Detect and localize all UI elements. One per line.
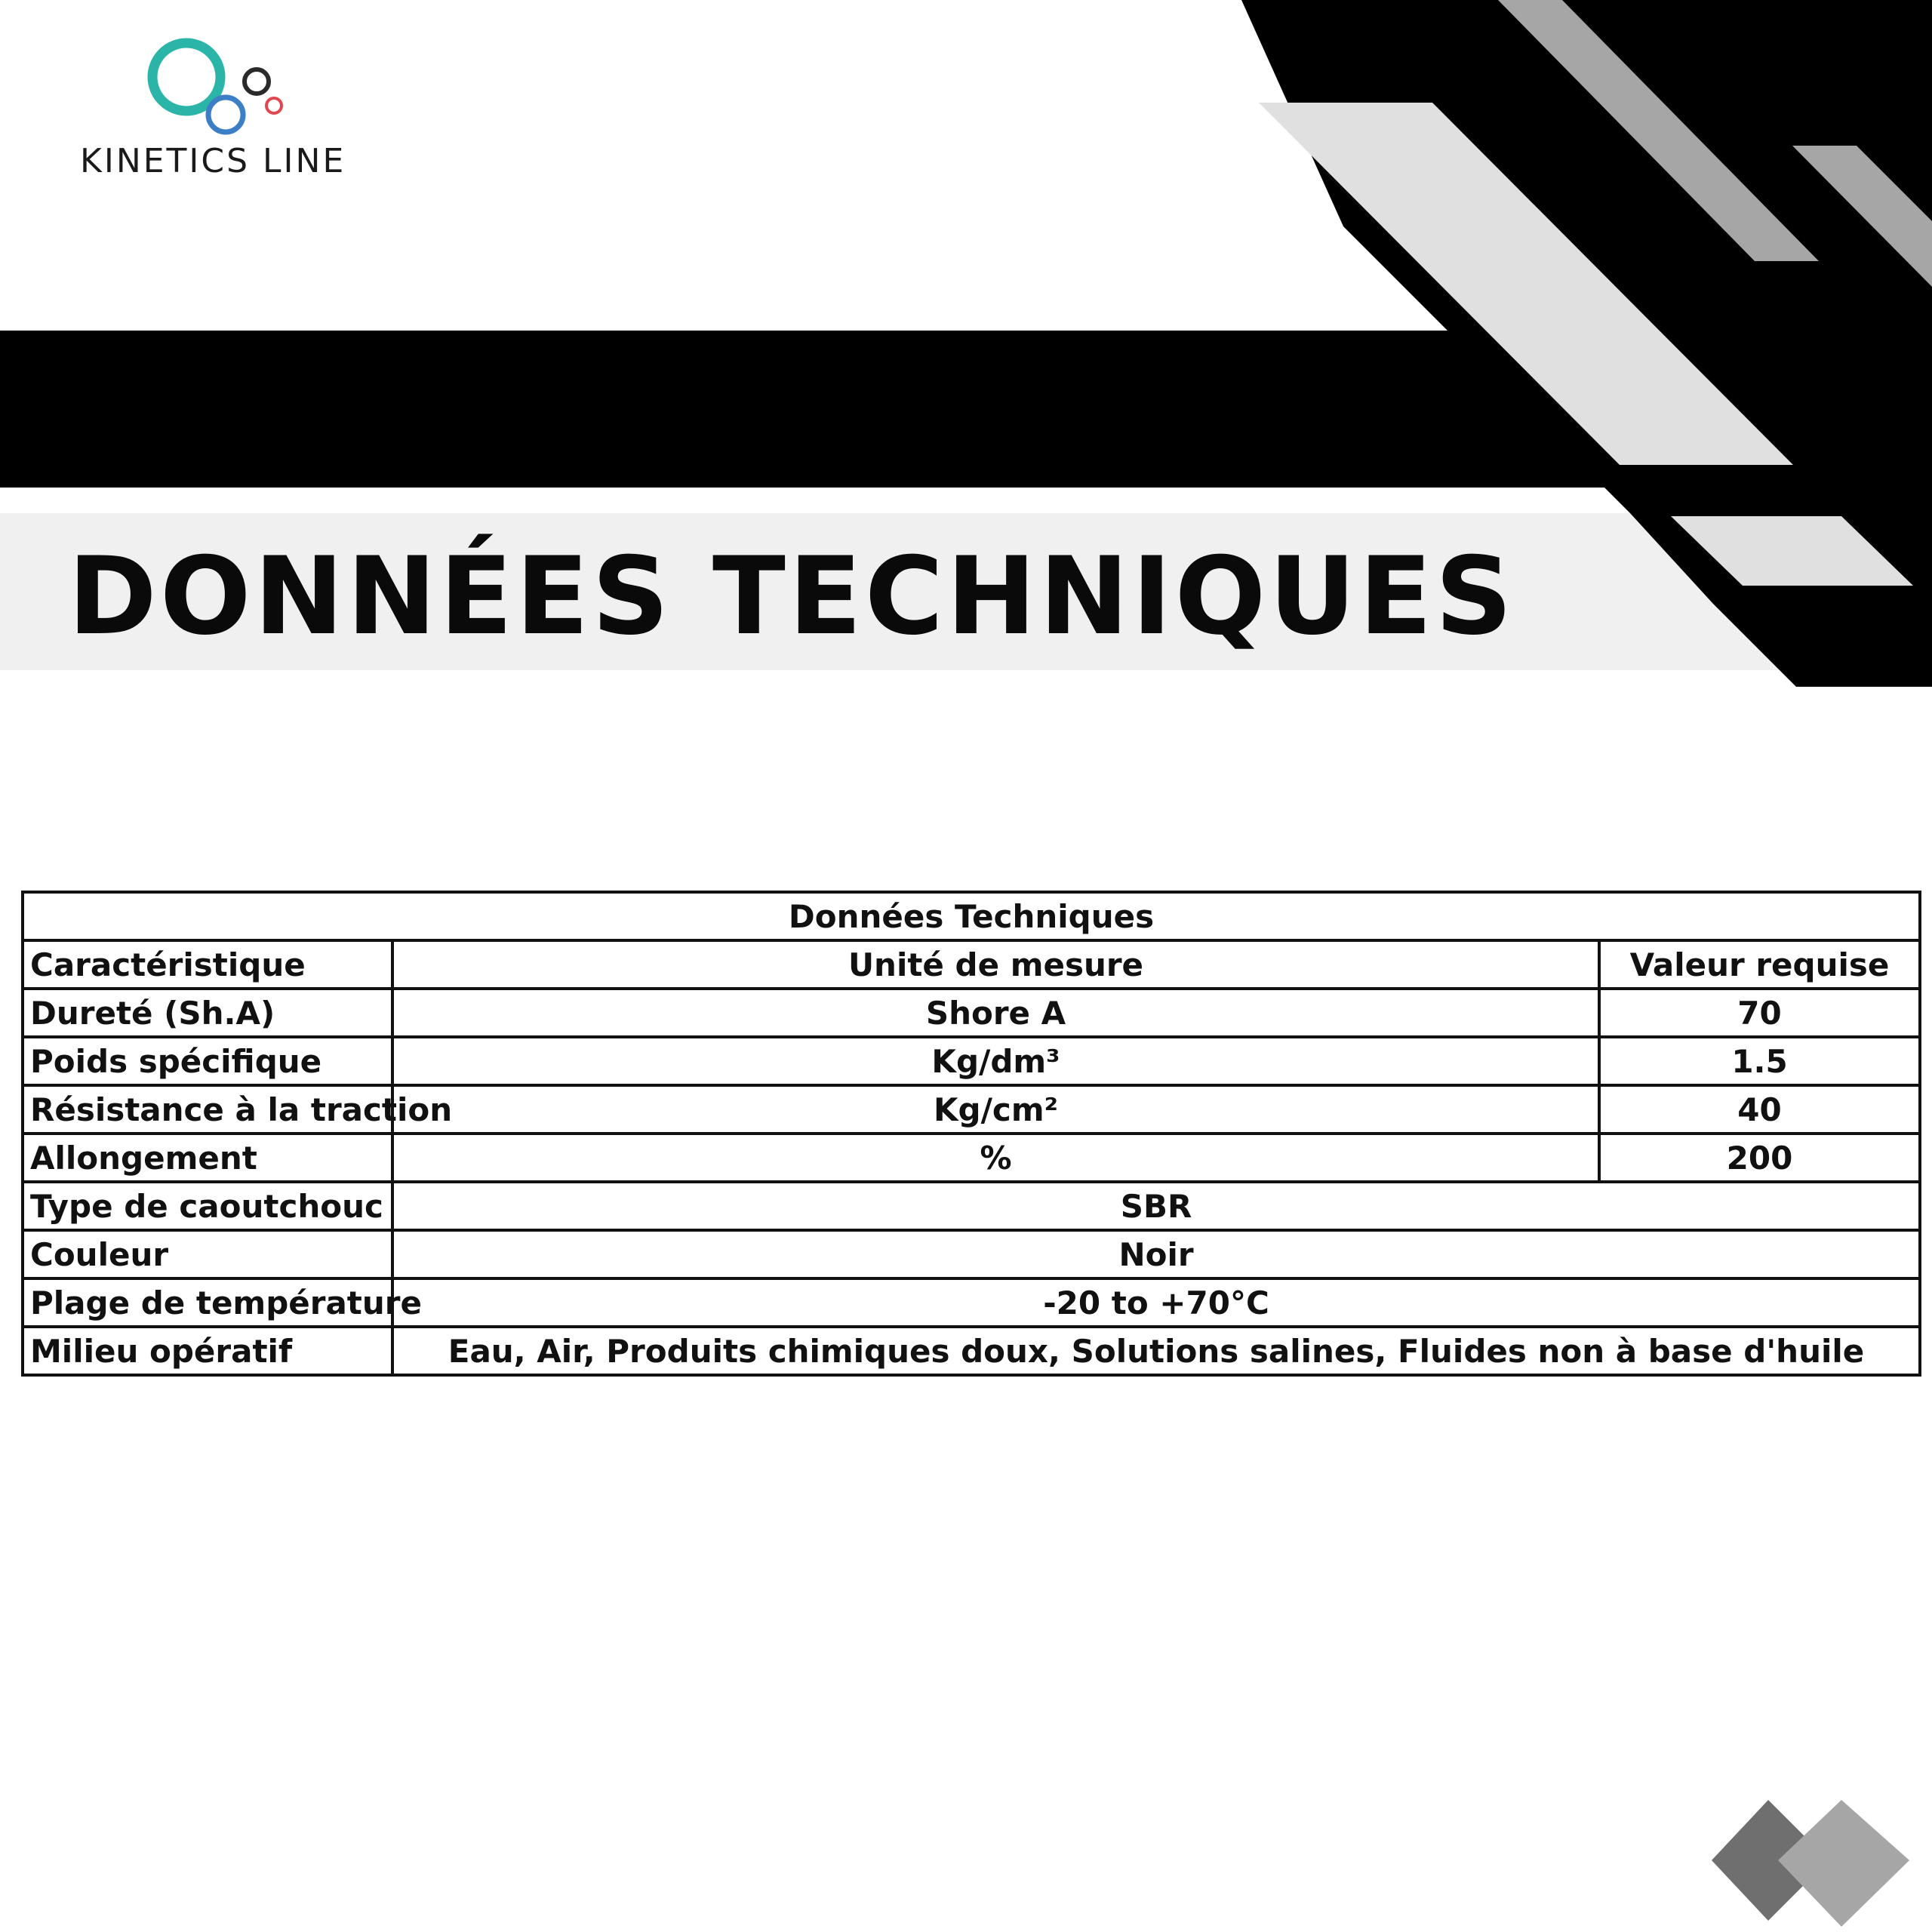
table-row [23,1085,1920,1134]
row-label: Allongement [23,1134,392,1182]
brand-name: KINETICS LINE [80,142,346,180]
header-value: Valeur requise [1599,940,1920,989]
row-merged-value: -20 to +70°C [392,1278,1920,1327]
table-caption-row [23,892,1920,940]
row-unit: % [392,1134,1599,1182]
table-row [23,989,1920,1037]
gray-diamond-icon [1778,1800,1909,1927]
header-unit: Unité de mesure [392,940,1599,989]
row-value: 1.5 [1599,1037,1920,1085]
row-value: 200 [1599,1134,1920,1182]
technical-data-table [21,891,1921,1377]
black-banner [0,331,1660,488]
brand-logo [75,30,377,189]
table-row [23,1134,1920,1182]
row-label: Couleur [23,1230,392,1278]
row-unit: Shore A [392,989,1599,1037]
table-row-merged [23,1230,1920,1278]
page-title: DONNÉES TECHNIQUES [68,534,1515,659]
table-row-merged [23,1182,1920,1230]
row-unit: Kg/dm³ [392,1037,1599,1085]
circles-logo-icon [143,30,385,143]
row-merged-value: Eau, Air, Produits chimiques doux, Solutions salines, Fluides non à base d'huile [392,1327,1920,1375]
row-merged-value: SBR [392,1182,1920,1230]
row-unit: Kg/cm² [392,1085,1599,1134]
table-row [23,1037,1920,1085]
row-value: 70 [1599,989,1920,1037]
row-label: Résistance à la traction [23,1085,392,1134]
row-label: Dureté (Sh.A) [23,989,392,1037]
header-characteristic: Caractéristique [23,940,392,989]
row-label: Milieu opératif [23,1327,392,1375]
table-row-merged [23,1278,1920,1327]
table-caption: Données Techniques [23,892,1920,940]
row-label: Plage de température [23,1278,392,1327]
row-value: 40 [1599,1085,1920,1134]
table-row-merged [23,1327,1920,1375]
row-merged-value: Noir [392,1230,1920,1278]
table-header-row [23,940,1920,989]
row-label: Type de caoutchouc [23,1182,392,1230]
row-label: Poids spécifique [23,1037,392,1085]
